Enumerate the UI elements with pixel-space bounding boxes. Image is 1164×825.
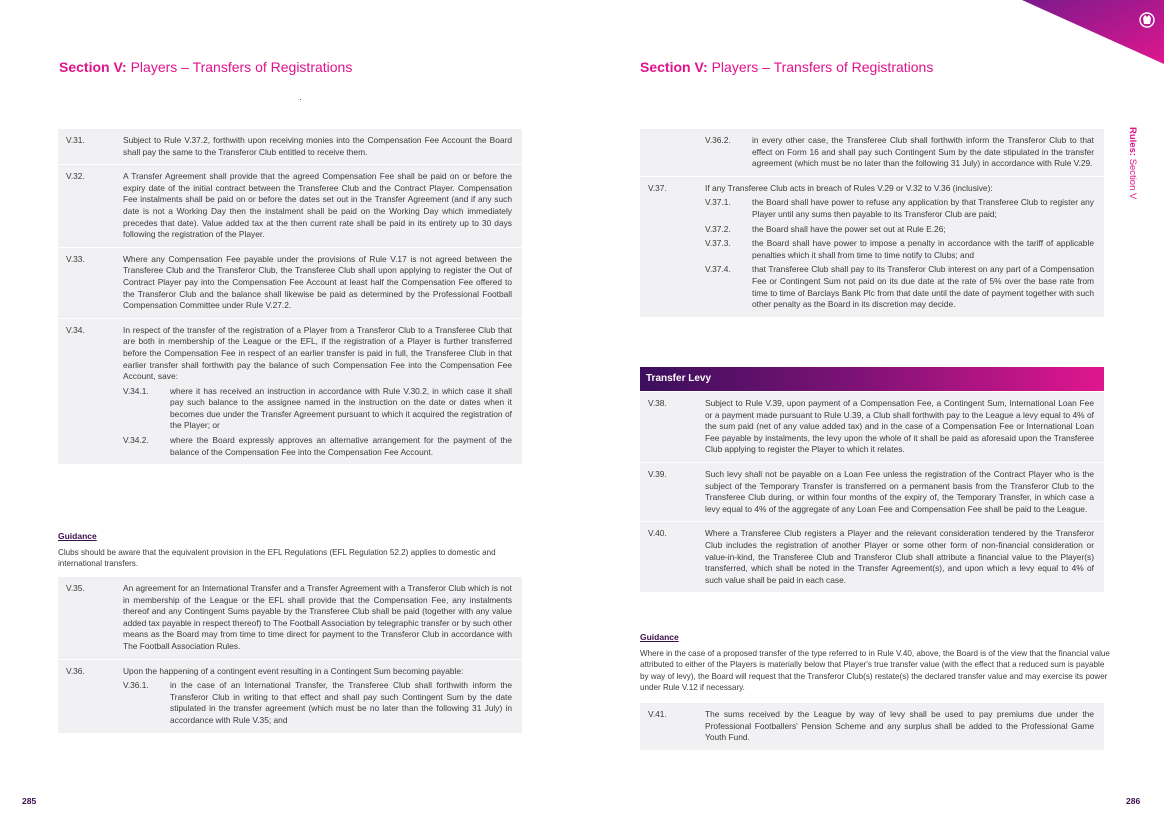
page-number: 285 xyxy=(22,796,37,806)
transfer-levy-header: Transfer Levy xyxy=(640,367,1104,391)
rule-v41: V.41. The sums received by the League by way of levy shall be used to pay premiums due under the Professional Footballers' Pension Scheme and any surplus shall be added to the Professional Game Youth Fund. xyxy=(648,709,1094,743)
page-title: Section V: Players – Transfers of Registrations xyxy=(640,59,934,75)
rule-v37: V.37. If any Transferee Club acts in breach of Rules V.29 or V.32 to V.36 (inclusive): V.37.1. the Board shall have power to refuse any application by that Transferee Club to register any Player until any sums then payable to its Transferor Club are paid; V.37.2. the Board shall have the power set out at Rule E.26; V.37.3. the Board shall have power to impose a penalty in accordance with the tariff of applicable penalties which it shall from time to time notify to Clubs; and V.37.4. that Transferee Club shall pay to its Transferor Club interest on any part of a Compensation Fee or Contingent Sum not paid on its due date at the rate of 5% over the base rate from time to time of Barclays Bank Plc from that date until the date of payment together with such other penalty as the Board in its discretion may decide. xyxy=(648,182,1094,310)
rule-v33: V.33. Where any Compensation Fee payable under the provisions of Rule V.17 is not agreed between the Transferee Club and the Transferor Club, the Transferee Club shall upon applying to register the Out of Contract Player pay into the Compensation Fee Account at least half the Compensation Fee offered to the Transferor Club and the balance shall likewise be paid as determined by the Professional Football Compensation Committee under Rule V.27.2. xyxy=(58,248,522,319)
rule-v39: V.39. Such levy shall not be payable on a Loan Fee unless the registration of the Contract Player who is the subject of the Temporary Transfer is transferred on a permanent basis from the Transferor Club to the Transferee Club during, or within four months of the expiry of, the Temporary Transfer, in which case a levy equal to 4% of the aggregate of any Loan Fee and Compensation Fee shall be paid to the League. xyxy=(640,463,1104,522)
side-tab-label: Rules: Section V xyxy=(1127,127,1138,200)
page-title: Section V: Players – Transfers of Registrations xyxy=(59,59,353,75)
page-number: 286 xyxy=(1126,796,1141,806)
rules-block-a xyxy=(58,129,522,464)
guidance-heading: Guidance xyxy=(58,531,97,541)
rule-v35: V.35. An agreement for an International Transfer and a Transfer Agreement with a Transferor Club which is not in membership of the League or the EFL shall provide that the Compensation Fee, any instalments thereof and any Contingent Sums payable by the Transferee Club shall be paid (together with any value added tax payable in respect thereof) to The Football Association by telegraphic transfer or by such other means as the Board may from time to time direct for payment to the Transferor Club in accordance with The Football Association Rules. xyxy=(58,577,522,660)
right-page xyxy=(582,0,1164,825)
rule-v38: V.38. Subject to Rule V.39, upon payment of a Compensation Fee, a Contingent Sum, International Loan Fee or a payment made pursuant to Rule U.39, a Club shall forthwith pay to the League a levy equal to 4% of the sum paid (net of any value added tax) and in the case of a Compensation Fee or International Loan Fee payable by instalments, the levy upon the whole of it shall be paid as aforesaid upon the Transferee Club applying to register the Player to which it relates. xyxy=(640,392,1104,463)
rule-v34-2: V.34.2. where the Board expressly approves an alternative arrangement for the payment of the balance of the Compensation Fee into the Compensation Fee Account. xyxy=(123,435,512,457)
rule-v36: V.36. Upon the happening of a contingent event resulting in a Contingent Sum becoming payable: V.36.1. in the case of an International Transfer, the Transferee Club shall forthwith inform the Transferor Club in writing to that effect and shall pay such Contingent Sum by the date stipulated in the transfer agreement (which must be no later than the following 31 July) in accordance with Rule V.35; and xyxy=(66,665,512,725)
corner-banner xyxy=(1022,0,1164,66)
rule-v40: V.40. Where a Transferee Club registers a Player and the relevant consideration tendered by the Transferor Club includes the registration of another Player or some other form of non-financial consideration or value-in-kind, the Transferee Club and Transferor Club shall attribute a financial value to the Player(s) transferred, which shall be noted in the Transfer Agreement(s), and upon which a levy equal to 4% of such value shall be paid in each case. xyxy=(648,528,1094,585)
guidance-text: Where in the case of a proposed transfer of the type referred to in Rule V.40, above, the Board is of the view that the financial value attributed to either of the Players is materially below that Player's true transfer value (with the effect that a reduced sum is payable by way of levy), the Board will request that the Transferor Club(s) restate(s) the declared transfer value and may exercise its power under Rule V.12 if necessary. xyxy=(640,649,1110,693)
rules-block-c xyxy=(640,129,1104,317)
stray-dot xyxy=(300,99,301,100)
guidance-heading: Guidance xyxy=(640,632,679,642)
rule-v37-4: V.37.4. that Transferee Club shall pay to its Transferor Club interest on any part of a Compensation Fee or Contingent Sum not paid on its due date at the rate of 5% over the base rate from time to time of Barclays Bank Plc from that date until the date of payment together with such other penalty as the Board in its discretion may decide. xyxy=(705,264,1094,310)
rule-v37-1: V.37.1. the Board shall have power to refuse any application by that Transferee Club to register any Player until any sums then payable to its Transferor Club are paid; xyxy=(705,197,1094,219)
corner-banner-shape xyxy=(1022,0,1164,64)
rule-v41-block xyxy=(640,703,1104,750)
rule-v36-2: V.36.2. in every other case, the Transferee Club shall forthwith inform the Transferor Club to that effect on Form 16 and shall pay such Contingent Sum by the date stipulated in the transfer agreement (which must be no later than the following 31 July) in accordance with Rule V.29. xyxy=(640,129,1104,177)
rule-v32: V.32. A Transfer Agreement shall provide that the agreed Compensation Fee shall be paid on or before the expiry date of the initial contract between the Transferee Club and the Contract Player. Compensation Fee instalments shall be paid on or before the dates set out in the Transfer Agreement (and if any such date is not a Working Day then the instalment shall be paid on the Working Day which immediately precedes that date). Value added tax at the then current rate shall be paid in its entirety up to 30 days following the registration of the Player. xyxy=(58,165,522,248)
rule-v34-1: V.34.1. where it has received an instruction in accordance with Rule V.30.2, in which case it shall pay such balance to the assignee named in the instruction on the date or dates when it becomes due under the Transfer Agreement pursuant to which it acquired the registration of the Player; or xyxy=(123,385,512,431)
rule-v34: V.34. In respect of the transfer of the registration of a Player from a Transferor Club to a Transferee Club that are both in membership of the League or the EFL, if the registration of a Player is further transferred before the Compensation Fee in respect of an earlier transfer is paid in full, the Transferee Club in that earlier transfer shall forthwith pay the balance of such Compensation Fee into the Compensation Fee Account, save: V.34.1. where it has received an instruction in accordance with Rule V.30.2, in which case it shall pay such balance to the assignee named in the instruction on the date or dates when it becomes due under the Transfer Agreement pursuant to which it acquired the registration of the Player; or V.34.2. where the Board expressly approves an alternative arrangement for the payment of the balance of the Compensation Fee into the Compensation Fee Account. xyxy=(66,324,512,457)
rule-v37-2: V.37.2. the Board shall have the power set out at Rule E.26; xyxy=(705,223,946,234)
rules-block-b xyxy=(58,577,522,733)
rule-v31: V.31. Subject to Rule V.37.2, forthwith upon receiving monies into the Compensation Fee Account the Board shall pay the same to the Transferor Club entitled to receive them. xyxy=(58,129,522,165)
levy-rules-block xyxy=(640,392,1104,592)
guidance-text: Clubs should be aware that the equivalent provision in the EFL Regulations (EFL Regulation 52.2) applies to domestic and international transfers. xyxy=(58,548,496,569)
rule-v36-1: V.36.1. in the case of an International Transfer, the Transferee Club shall forthwith inform the Transferor Club in writing to that effect and shall pay such Contingent Sum by the date stipulated in the transfer agreement (which must be no later than the following 31 July) in accordance with Rule V.35; and xyxy=(123,680,512,725)
rule-v37-3: V.37.3. the Board shall have power to impose a penalty in accordance with the tariff of applicable penalties which it shall from time to time notify to Clubs; and xyxy=(705,238,1094,260)
